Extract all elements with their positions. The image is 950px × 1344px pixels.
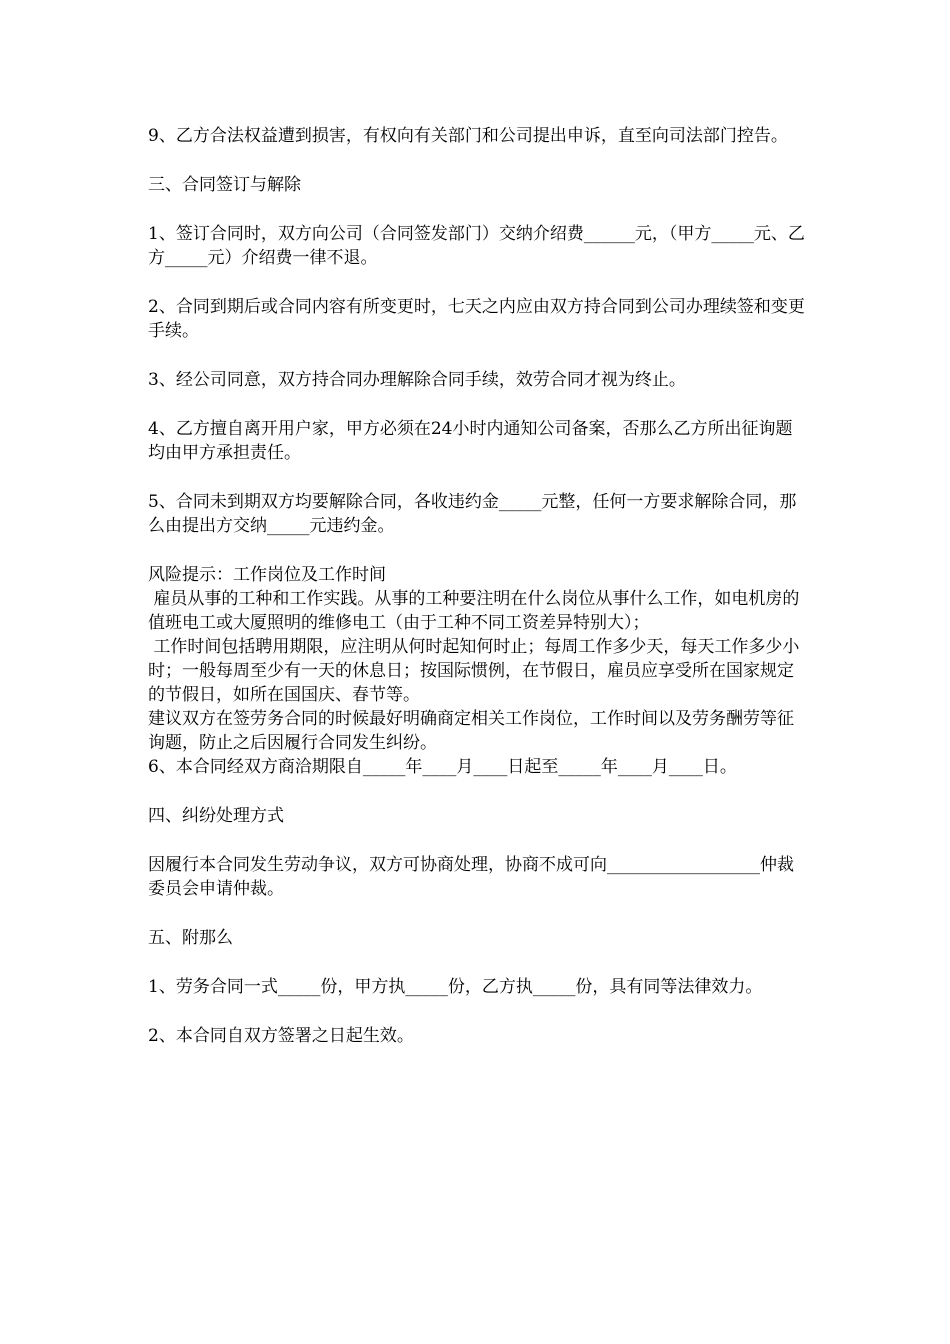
clause-9: 9、乙方合法权益遭到损害，有权向有关部门和公司提出申诉，直至向司法部门控告。 (148, 126, 788, 146)
document-page (148, 124, 808, 1048)
section-heading-dispute: 四、纠纷处理方式 (148, 806, 284, 826)
risk-tip-line-job: 雇员从事的工种和工作实践。从事的工种要注明在什么岗位从事什么工作，如电机房的值班电工或大厦照明的维修电工（由于工种不同工资差异特别大）； (148, 589, 800, 633)
risk-tip-line-hours: 工作时间包括聘用期限，应注明从何时起知何时止；每周工作多少天，每天工作多少小时；一般每周至少有一天的休息日；按国际惯例，在节假日，雇员应享受所在国家规定的节假日，如所在国国庆、春节等。 (148, 637, 800, 705)
section-heading-contract-signing: 三、合同签订与解除 (148, 175, 301, 195)
clause-penalty: 5、合同未到期双方均要解除合同，各收违约金_____元整，任何一方要求解除合同，那么由提出方交纳_____元违约金。 (148, 492, 797, 536)
risk-tip-block (148, 563, 808, 779)
clause-leaving: 4、乙方擅自离开用户家，甲方必须在24小时内通知公司备案，否那么乙方所出征询题均由甲方承担责任。 (148, 419, 793, 463)
appendix-effective: 2、本合同自双方签署之日起生效。 (148, 1026, 414, 1046)
clause-term: 6、本合同经双方商洽期限自_____年____月____日起至_____年____月____日。 (148, 757, 737, 777)
clause-fee: 1、签订合同时，双方向公司（合同签发部门）交纳介绍费______元，（甲方_____元、乙方_____元）介绍费一律不退。 (148, 224, 805, 268)
risk-tip-title: 风险提示：工作岗位及工作时间 (148, 565, 386, 585)
dispute-text: 因履行本合同发生劳动争议，双方可协商处理，协商不成可向__________________仲裁委员会申请仲裁。 (148, 855, 794, 899)
risk-tip-line-advice: 建议双方在签劳务合同的时候最好明确商定相关工作岗位，工作时间以及劳务酬劳等征询题，防止之后因履行合同发生纠纷。 (148, 709, 794, 753)
section-heading-appendix: 五、附那么 (148, 928, 233, 948)
clause-termination: 3、经公司同意，双方持合同办理解除合同手续，效劳合同才视为终止。 (148, 370, 686, 390)
clause-renewal: 2、合同到期后或合同内容有所变更时，七天之内应由双方持合同到公司办理续签和变更手续。 (148, 297, 805, 341)
appendix-copies: 1、劳务合同一式_____份，甲方执_____份，乙方执_____份，具有同等法律效力。 (148, 977, 763, 997)
